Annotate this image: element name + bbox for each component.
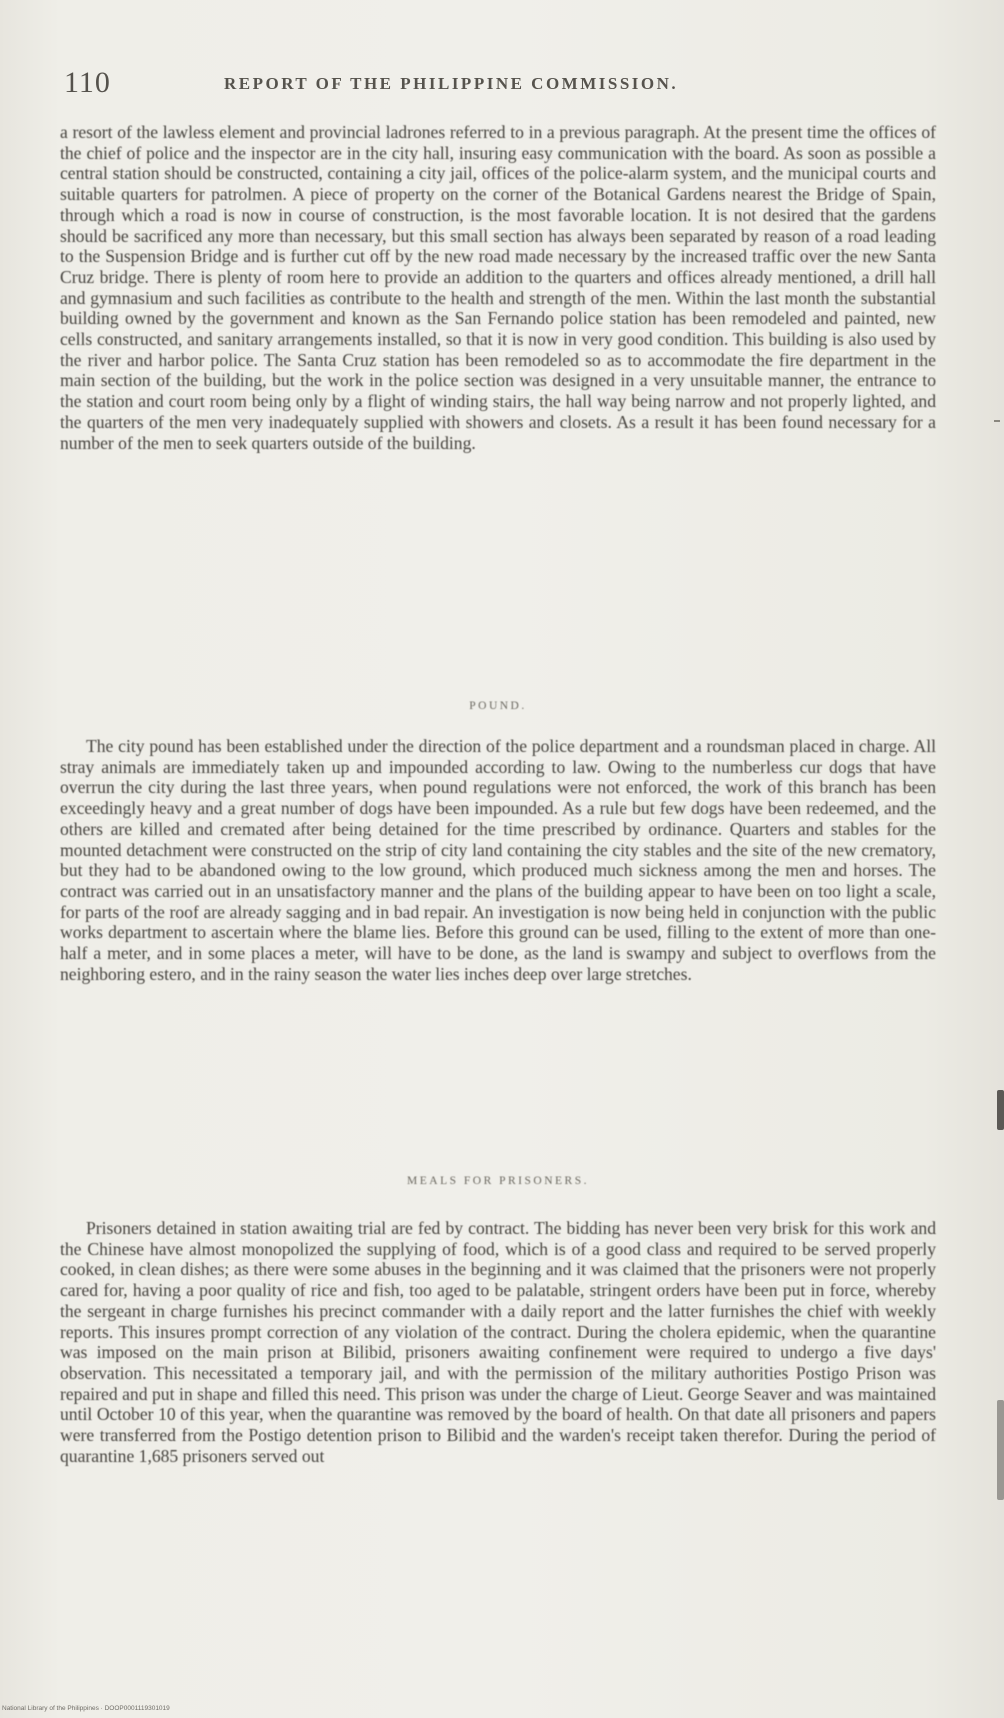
section-heading-pound: POUND. xyxy=(469,700,527,712)
paragraph-block-police-stations xyxy=(60,122,936,453)
page-edge-speck xyxy=(994,420,1000,422)
paragraph-police-stations: a resort of the lawless element and provincial ladrones referred to in a previous paragraph. At the present time the offices of the chief of police and the inspector are in the city hall, insuring easy communication with the board. As soon as possible a central station should be constructed, containing a city jail, offices of the police-alarm system, and the municipal courts and suitable quarters for patrolmen. A piece of property on the corner of the Botanical Gardens nearest the Bridge of Spain, through which a road is now in course of construction, is the most favorable location. It is not desired that the gardens should be sacrificed any more than necessary, but this small section has always been separated by reason of a road leading to the Suspension Bridge and is further cut off by the new road made necessary by the increased traffic over the new Santa Cruz bridge. There is plenty of room here to provide an addition to the quarters and offices already mentioned, a drill hall and gymnasium and such facilities as contribute to the health and strength of the men. Within the last month the substantial building owned by the government and known as the San Fernando police station has been remodeled and painted, new cells constructed, and sanitary arrangements installed, so that it is now in very good condition. This building is also used by the river and harbor police. The Santa Cruz station has been remodeled so as to accommodate the fire department in the main section of the building, but the work in the police section was designed in a very unsuitable manner, the entrance to the station and court room being only by a flight of winding stairs, the hall way being narrow and not properly lighted, and the quarters of the men very inadequately supplied with showers and closets. As a result it has been found necessary for a number of the men to seek quarters outside of the building. xyxy=(60,122,936,453)
paragraph-pound: The city pound has been established under the direction of the police department and a roundsman placed in charge. All stray animals are immediately taken up and impounded according to law. Owing to the numberless cur dogs that have overrun the city during the last three years, when pound regulations were not enforced, the work of this branch has been exceedingly heavy and a great number of dogs have been impounded. As a rule but few dogs have been redeemed, and the others are killed and cremated after being detained for the time prescribed by ordinance. Quarters and stables for the mounted detachment were constructed on the strip of city land containing the city stables and the site of the new crematory, but they had to be abandoned owing to the low ground, which produced much sickness among the men and horses. The contract was carried out in an unsatisfactory manner and the plans of the building appear to have been on too light a scale, for parts of the roof are already sagging and in bad repair. An investigation is now being held in conjunction with the public works department to ascertain where the blame lies. Before this ground can be used, filling to the extent of more than one-half a meter, and in some places a meter, will have to be done, as the land is swampy and subject to overflows from the neighboring estero, and in the rainy season the water lies inches deep over large stretches. xyxy=(60,736,936,984)
running-head: REPORT OF THE PHILIPPINE COMMISSION. xyxy=(224,74,679,93)
page-edge-shadow xyxy=(997,1400,1004,1500)
paragraph-meals-for-prisoners: Prisoners detained in station awaiting trial are fed by contract. The bidding has never been very brisk for this work and the Chinese have almost monopolized the supplying of food, which is of a good class and required to be served properly cooked, in clean dishes; as there were some abuses in the beginning and it was claimed that the prisoners were not properly cared for, having a poor quality of rice and fish, too aged to be palatable, stringent orders have been put in force, whereby the sergeant in charge furnishes his precinct commander with a daily report and the latter furnishes the chief with weekly reports. This insures prompt correction of any violation of the contract. During the cholera epidemic, when the quarantine was imposed on the main prison at Bilibid, prisoners awaiting confinement were required to undergo a five days' observation. This necessitated a temporary jail, and with the permission of the military authorities Postigo Prison was repaired and put in shape and filled this need. This prison was under the charge of Lieut. George Seaver and was maintained until October 10 of this year, when the quarantine was removed by the board of health. On that date all prisoners and papers were transferred from the Postigo detention prison to Bilibid and the warden's receipt taken therefor. During the period of quarantine 1,685 prisoners served out xyxy=(60,1218,936,1466)
scan-credit: National Library of the Philippines · DOOP0001119301019 xyxy=(2,1705,170,1712)
page-number: 110 xyxy=(64,66,111,99)
page-edge-shadow xyxy=(997,1090,1004,1130)
section-heading-meals-for-prisoners: MEALS FOR PRISONERS. xyxy=(407,1175,589,1187)
page-header xyxy=(64,66,936,106)
paragraph-block-pound xyxy=(60,736,936,984)
paragraph-block-meals xyxy=(60,1218,936,1466)
